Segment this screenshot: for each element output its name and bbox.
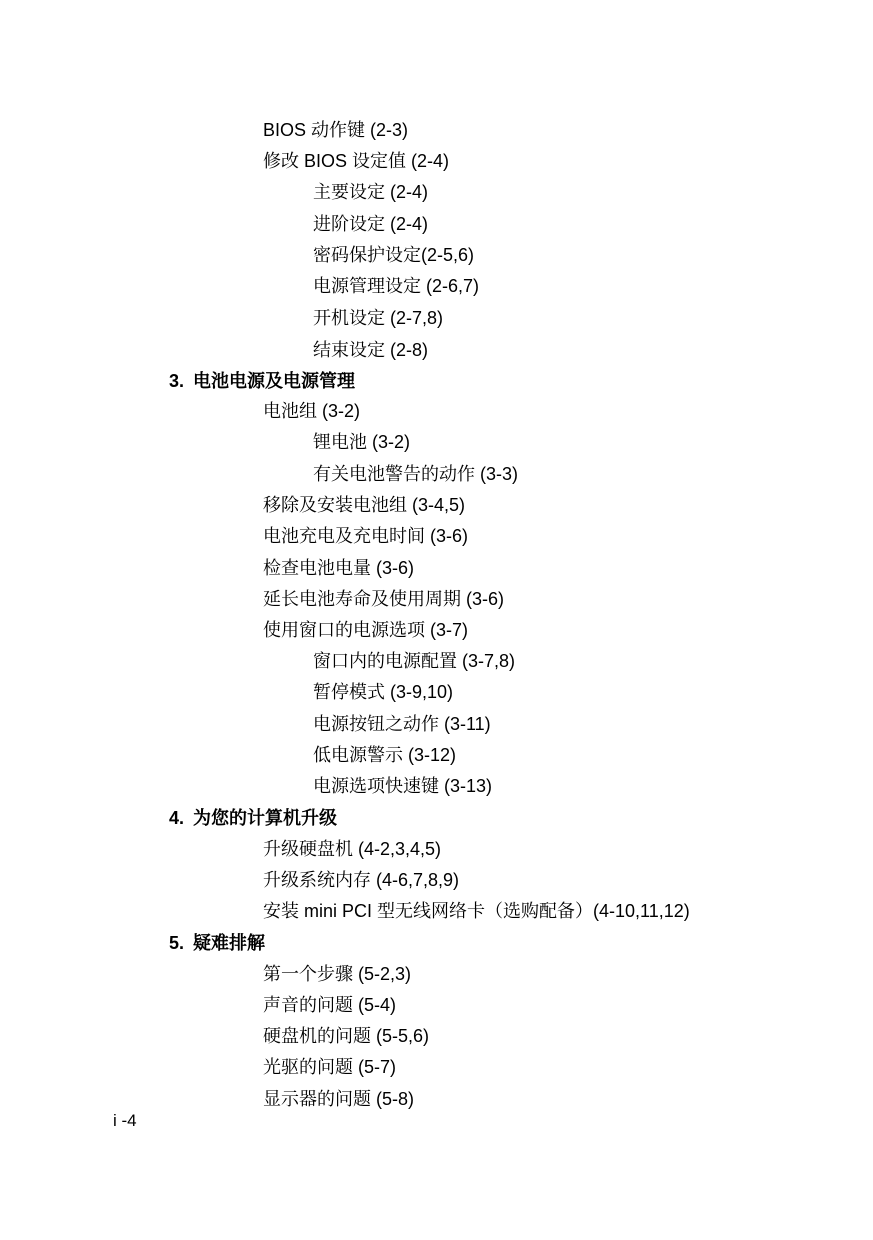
chapter-title: 为您的计算机升级: [193, 808, 337, 828]
toc-subentry: [313, 431, 410, 453]
toc-entry-text: 结束设定 (2-8): [313, 340, 429, 360]
toc-entry-text: 电源按钮之动作 (3-11): [313, 714, 491, 734]
toc-subentry: [313, 275, 479, 297]
toc-entry: [263, 1056, 396, 1078]
toc-entry-text: 电池组 (3-2): [263, 401, 361, 421]
toc-entry: [263, 494, 465, 516]
toc-entry-text: 硬盘机的问题 (5-5,6): [263, 1026, 430, 1046]
toc-entry: [263, 963, 411, 985]
toc-entry-text: 密码保护设定(2-5,6): [313, 245, 475, 265]
toc-subentry: [313, 713, 491, 735]
toc-entry: [263, 119, 408, 141]
toc-entry-text: 第一个步骤 (5-2,3): [263, 964, 412, 984]
toc-entry-text: 主要设定 (2-4): [313, 182, 429, 202]
toc-subentry: [313, 775, 492, 797]
toc-subentry: [313, 213, 428, 235]
page-number: i -4: [113, 1111, 137, 1130]
toc-entry-text: 电源管理设定 (2-6,7): [313, 276, 480, 296]
toc-entry-text: BIOS 动作键 (2-3): [263, 120, 409, 140]
toc-entry-text: 光驱的问题 (5-7): [263, 1057, 397, 1077]
chapter-title: 疑难排解: [193, 933, 265, 953]
toc-subentry: [313, 244, 474, 266]
toc-subentry: [313, 650, 515, 672]
toc-entry: [263, 1088, 414, 1110]
toc-entry: [263, 557, 414, 579]
toc-entry-text: 开机设定 (2-7,8): [313, 308, 444, 328]
chapter-number: 4.: [169, 808, 185, 828]
toc-subentry: [313, 463, 518, 485]
toc-chapter-heading: [169, 807, 337, 829]
toc-entry-text: 升级系统内存 (4-6,7,8,9): [263, 870, 460, 890]
toc-entry-text: 升级硬盘机 (4-2,3,4,5): [263, 839, 442, 859]
toc-entry: [263, 150, 449, 172]
toc-subentry: [313, 307, 443, 329]
toc-entry-text: 电源选项快速键 (3-13): [313, 776, 493, 796]
toc-chapter-heading: [169, 932, 265, 954]
toc-entry: [263, 838, 441, 860]
toc-entry-text: 电池充电及充电时间 (3-6): [263, 526, 469, 546]
toc-entry: [263, 525, 468, 547]
toc-entry: [263, 994, 396, 1016]
toc-entry: [263, 619, 468, 641]
toc-entry-text: 低电源警示 (3-12): [313, 745, 457, 765]
toc-chapter-heading: [169, 370, 355, 392]
toc-entry: [263, 869, 459, 891]
toc-entry-text: 进阶设定 (2-4): [313, 214, 429, 234]
toc-entry: [263, 588, 504, 610]
chapter-number: 5.: [169, 933, 185, 953]
toc-entry-text: 修改 BIOS 设定值 (2-4): [263, 151, 450, 171]
toc-entry-text: 有关电池警告的动作 (3-3): [313, 464, 519, 484]
toc-subentry: [313, 181, 428, 203]
toc-entry-text: 移除及安装电池组 (3-4,5): [263, 495, 466, 515]
toc-entry-text: 暂停模式 (3-9,10): [313, 682, 454, 702]
toc-entry: [263, 1025, 429, 1047]
toc-entry-text: 窗口内的电源配置 (3-7,8): [313, 651, 516, 671]
toc-entry-text: 声音的问题 (5-4): [263, 995, 397, 1015]
toc-entry-text: 使用窗口的电源选项 (3-7): [263, 620, 469, 640]
toc-entry-text: 显示器的问题 (5-8): [263, 1089, 415, 1109]
toc-subentry: [313, 339, 428, 361]
toc-entry-text: 锂电池 (3-2): [313, 432, 411, 452]
chapter-title: 电池电源及电源管理: [193, 371, 355, 391]
toc-subentry: [313, 744, 456, 766]
toc-subentry: [313, 681, 453, 703]
toc-entry: [263, 400, 360, 422]
toc-entry-text: 延长电池寿命及使用周期 (3-6): [263, 589, 505, 609]
chapter-number: 3.: [169, 371, 185, 391]
toc-entry: [263, 900, 690, 922]
toc-entry-text: 检查电池电量 (3-6): [263, 558, 415, 578]
toc-entry-text: 安装 mini PCI 型无线网络卡（选购配备）(4-10,11,12): [263, 901, 690, 921]
